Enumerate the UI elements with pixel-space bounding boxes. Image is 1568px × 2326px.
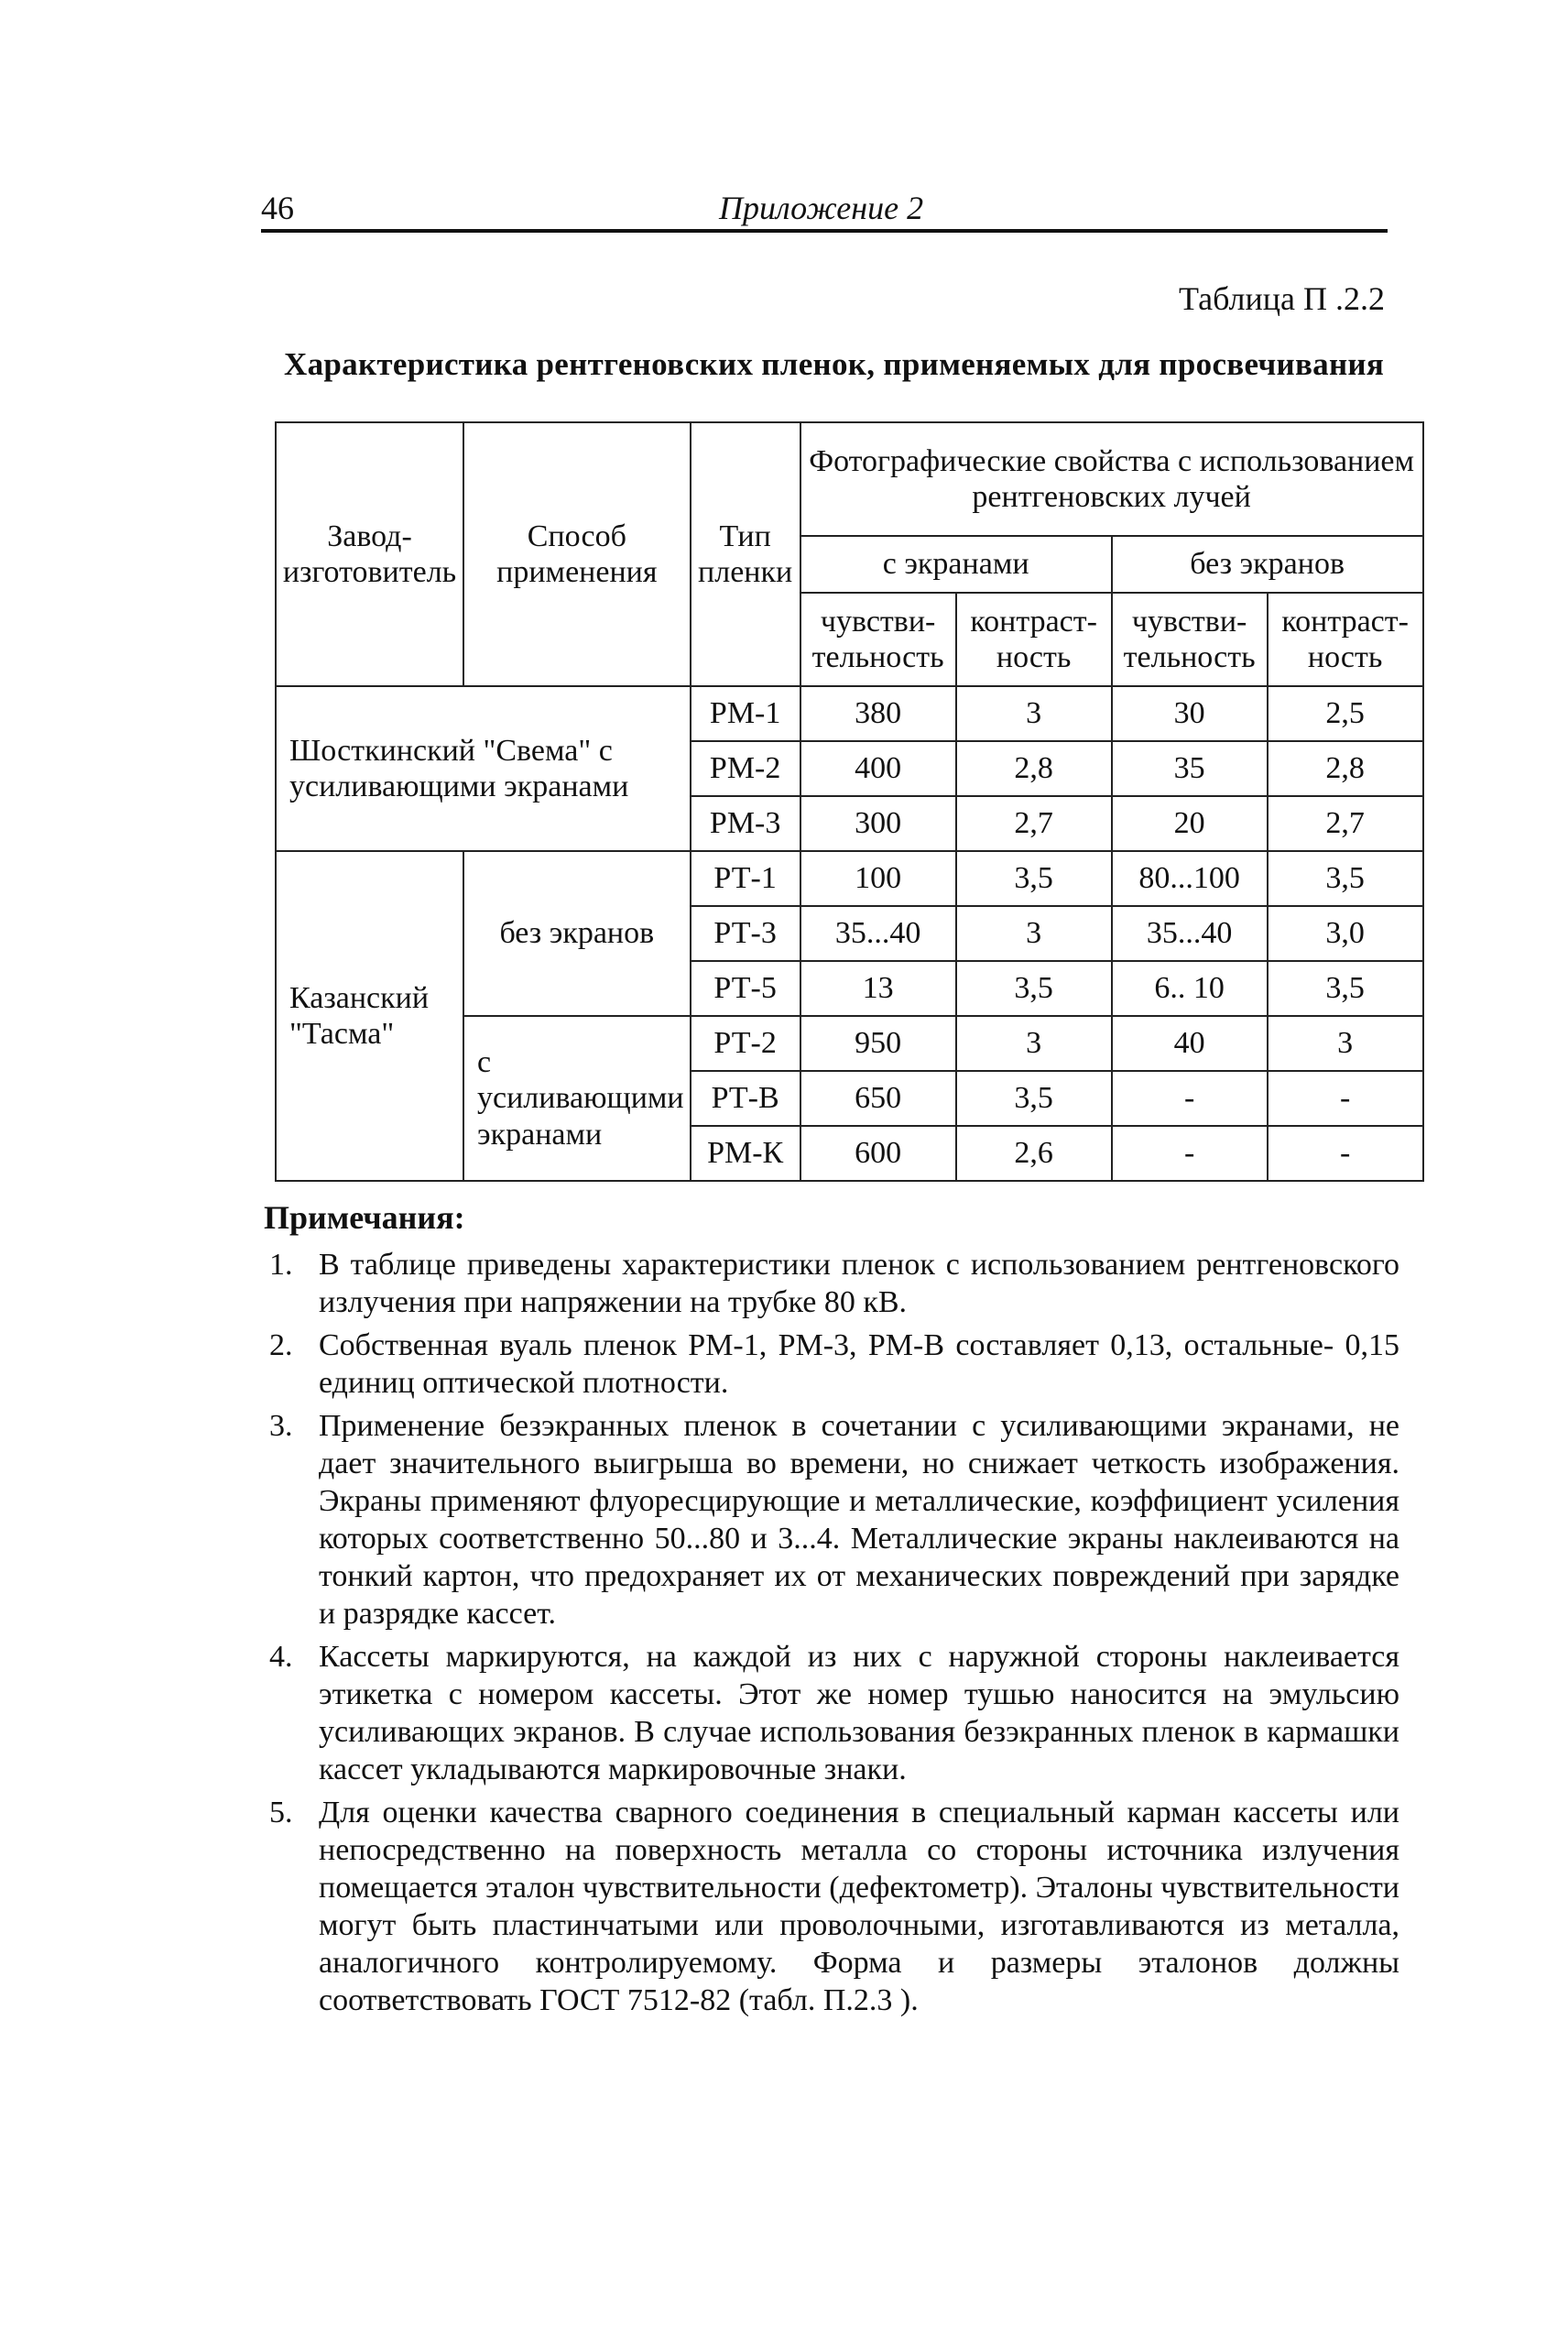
sensitivity-with-screens: 950 bbox=[800, 1016, 956, 1071]
film-type: РМ-2 bbox=[691, 741, 800, 796]
contrast-with-screens: 2,8 bbox=[956, 741, 1112, 796]
col-with-screens: с экранами bbox=[800, 536, 1112, 593]
film-characteristics-table bbox=[275, 421, 1424, 1182]
contrast-without-screens: 3,5 bbox=[1268, 961, 1423, 1016]
col-manufacturer: Завод-изготовитель bbox=[276, 422, 463, 686]
contrast-with-screens: 2,7 bbox=[956, 796, 1112, 851]
note-item bbox=[264, 1638, 1399, 1788]
note-number: 2. bbox=[269, 1328, 293, 1362]
table-row bbox=[276, 851, 1423, 906]
method-no-screens: без экранов bbox=[463, 851, 691, 1016]
film-type: РТ-5 bbox=[691, 961, 800, 1016]
notes-list bbox=[264, 1246, 1399, 2025]
sensitivity-without-screens: 30 bbox=[1112, 686, 1268, 741]
note-text: В таблице приведены характеристики пленок с использованием рентгеновского излучения при напряжении на трубке 80 кВ. bbox=[319, 1248, 1399, 1319]
film-type: РТ-В bbox=[691, 1071, 800, 1126]
col-photo-properties: Фотографические свойства с использованием рентгеновских лучей bbox=[800, 422, 1423, 536]
col-contrast: контраст-ность bbox=[956, 593, 1112, 686]
film-type: РТ-2 bbox=[691, 1016, 800, 1071]
col-without-screens: без экранов bbox=[1112, 536, 1423, 593]
note-text: Применение безэкранных пленок в сочетании с усиливающими экранами, не дает значительного выигрыша во времени, но снижает четкость изображения. Экраны применяют флуоресцирующие и металлические, коэффициент усиления которых соответственно 50...80 и 3...4. Металлические экраны наклеиваются на тонкий картон, что предохраняет их от механических повреждений при зарядке и разрядке кассет. bbox=[319, 1409, 1399, 1631]
note-number: 4. bbox=[269, 1640, 293, 1674]
sensitivity-with-screens: 300 bbox=[800, 796, 956, 851]
manufacturer-shostka: Шосткинский "Свема" с усиливающими экранами bbox=[276, 686, 691, 851]
note-item bbox=[264, 1246, 1399, 1321]
film-type: РМ-К bbox=[691, 1126, 800, 1181]
col-contrast: контраст-ность bbox=[1268, 593, 1423, 686]
note-item bbox=[264, 1327, 1399, 1402]
contrast-without-screens: - bbox=[1268, 1126, 1423, 1181]
contrast-with-screens: 3 bbox=[956, 906, 1112, 961]
note-item bbox=[264, 1794, 1399, 2019]
film-type: РМ-1 bbox=[691, 686, 800, 741]
contrast-without-screens: 2,5 bbox=[1268, 686, 1423, 741]
method-with-screens: с усиливающими экранами bbox=[463, 1016, 691, 1181]
note-item bbox=[264, 1407, 1399, 1633]
film-type: РТ-3 bbox=[691, 906, 800, 961]
sensitivity-without-screens: 6.. 10 bbox=[1112, 961, 1268, 1016]
film-type: РТ-1 bbox=[691, 851, 800, 906]
col-method: Способ применения bbox=[463, 422, 691, 686]
note-number: 5. bbox=[269, 1796, 293, 1829]
table-number: Таблица П .2.2 bbox=[1179, 280, 1385, 317]
sensitivity-without-screens: 35 bbox=[1112, 741, 1268, 796]
note-text: Собственная вуаль пленок РМ-1, РМ-3, РМ-В составляет 0,13, остальные- 0,15 единиц оптической плотности. bbox=[319, 1328, 1399, 1400]
sensitivity-without-screens: 35...40 bbox=[1112, 906, 1268, 961]
contrast-without-screens: 3 bbox=[1268, 1016, 1423, 1071]
page-number: 46 bbox=[261, 190, 294, 226]
sensitivity-without-screens: 40 bbox=[1112, 1016, 1268, 1071]
col-film-type: Тип пленки bbox=[691, 422, 800, 686]
table-header-row bbox=[276, 422, 1423, 536]
running-header bbox=[261, 183, 1388, 233]
contrast-with-screens: 3,5 bbox=[956, 851, 1112, 906]
contrast-with-screens: 3 bbox=[956, 686, 1112, 741]
contrast-without-screens: 3,5 bbox=[1268, 851, 1423, 906]
note-number: 1. bbox=[269, 1248, 293, 1282]
sensitivity-without-screens: - bbox=[1112, 1126, 1268, 1181]
table-row bbox=[276, 686, 1423, 741]
table-title: Характеристика рентгеновских пленок, применяемых для просвечивания bbox=[284, 346, 1385, 382]
contrast-with-screens: 2,6 bbox=[956, 1126, 1112, 1181]
sensitivity-with-screens: 13 bbox=[800, 961, 956, 1016]
col-sensitivity: чувстви-тельность bbox=[1112, 593, 1268, 686]
sensitivity-with-screens: 100 bbox=[800, 851, 956, 906]
manufacturer-kazan: Казанский "Тасма" bbox=[276, 851, 463, 1181]
sensitivity-without-screens: 80...100 bbox=[1112, 851, 1268, 906]
contrast-without-screens: - bbox=[1268, 1071, 1423, 1126]
film-type: РМ-3 bbox=[691, 796, 800, 851]
notes-heading: Примечания: bbox=[264, 1199, 465, 1236]
sensitivity-with-screens: 35...40 bbox=[800, 906, 956, 961]
contrast-with-screens: 3,5 bbox=[956, 961, 1112, 1016]
contrast-without-screens: 3,0 bbox=[1268, 906, 1423, 961]
note-text: Для оценки качества сварного соединения в специальный карман кассеты или непосредственно на поверхность металла со стороны источника излучения помещается эталон чувствительности (дефектометр). Эталоны чувствительности могут быть пластинчатыми или проволочными, изготавливаются из металла, аналогичного контролируемому. Форма и размеры эталонов должны соответствовать ГОСТ 7512-82 (табл. П.2.3 ). bbox=[319, 1796, 1399, 2017]
sensitivity-without-screens: 20 bbox=[1112, 796, 1268, 851]
contrast-with-screens: 3,5 bbox=[956, 1071, 1112, 1126]
sensitivity-with-screens: 400 bbox=[800, 741, 956, 796]
sensitivity-with-screens: 650 bbox=[800, 1071, 956, 1126]
col-sensitivity: чувстви-тельность bbox=[800, 593, 956, 686]
contrast-without-screens: 2,8 bbox=[1268, 741, 1423, 796]
sensitivity-without-screens: - bbox=[1112, 1071, 1268, 1126]
contrast-without-screens: 2,7 bbox=[1268, 796, 1423, 851]
note-text: Кассеты маркируются, на каждой из них с наружной стороны наклеивается этикетка с номером кассеты. Этот же номер тушью наносится на эмульсию усиливающих экранов. В случае использования безэкранных пленок в кармашки кассет укладываются маркировочные знаки. bbox=[319, 1640, 1399, 1786]
sensitivity-with-screens: 600 bbox=[800, 1126, 956, 1181]
sensitivity-with-screens: 380 bbox=[800, 686, 956, 741]
contrast-with-screens: 3 bbox=[956, 1016, 1112, 1071]
section-name: Приложение 2 bbox=[719, 190, 924, 226]
note-number: 3. bbox=[269, 1409, 293, 1443]
